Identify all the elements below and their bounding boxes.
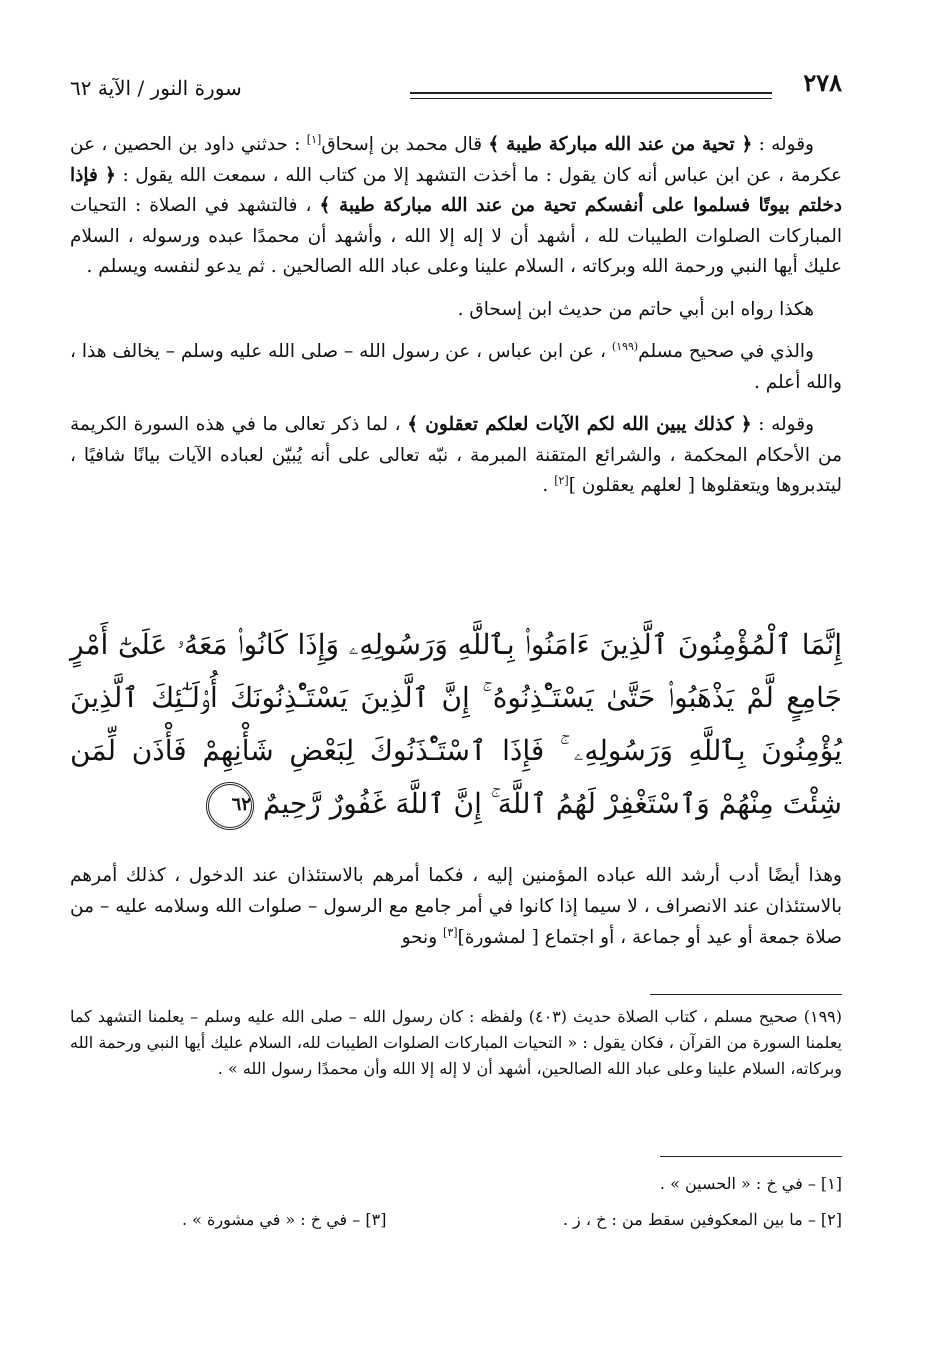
p1-quote: ﴿ تحية من عند الله مباركة طيبة ﴾: [488, 134, 753, 155]
commentary-text-a: وهذا أيضًا أدب أرشد الله عباده المؤمنين إليه ، فكما أمرهم بالاستئذان عند الدخول ، كذلك أمرهم بالاستئذان عند الانصراف ، لا سيما إذا كانوا في أمر جامع مع الرسول – صلوات الله وسلامه عليه – من صلاة جمعة أو عيد أو جماعة ، أو اجتماع [ لمشورة]: [70, 865, 842, 948]
p1-intro: وقوله :: [752, 134, 814, 155]
variant-note-2: [٢] – ما بين المعكوفين سقط من : خ ، ز .: [562, 1210, 842, 1229]
footnote: (١٩٩) صحيح مسلم ، كتاب الصلاة حديث (٤٠٣) ولفظه : كان رسول الله – صلى الله عليه وسلم – يعلمنا التشهد كما يعلمنا السورة من القرآن ، فكان يقول : « التحيات المباركات الصلوات الطيبات لله، السلام عليك أيها النبي ورحمة الله وبركاته، السلام علينا وعلى عباد الله الصالحين، أشهد أن لا إله إلا الله وأن محمدًا رسول الله » .: [70, 1007, 843, 1078]
p4-end: .: [542, 475, 555, 496]
page-number: ٢٧٨: [803, 68, 842, 97]
p4-quote: ﴿ كذلك يبين الله لكم الآيات لعلكم تعقلون ﴾: [407, 414, 752, 435]
paragraph-1: [70, 130, 842, 283]
p4-text-a: ، لما ذكر تعالى ما في هذه السورة الكريمة من الأحكام المحكمة ، والشرائع المتقنة المبرمة ، نبّه تعالى على أنه يُبيّن لعباده الآيات بيانًا شافيًا ، ليتدبروها ويتعقلوها [ لعلهم يعقلون ]: [70, 414, 842, 496]
running-title: سورة النور / الآية ٦٢: [70, 76, 242, 100]
variant-note-3: [٣] – في خ : « في مشورة » .: [182, 1210, 387, 1229]
p4-ref: [٢]: [554, 473, 569, 487]
quran-verse: [70, 618, 842, 830]
p1-text-c: ، فالتشهد في الصلاة : التحيات المباركات الصلوات الطيبات لله ، أشهد أن لا إله إلا الله ، وأشهد أن محمدًا عبده ورسوله ، السلام عليك أيها النبي ورحمة الله وبركاته ، السلام علينا وعلى عباد الله الصالحين . ثم يدعو لنفسه ويسلم .: [70, 195, 842, 277]
header-rule: [410, 92, 772, 94]
commentary-text: [70, 860, 842, 953]
page-header: [70, 68, 842, 108]
variants-rule: [660, 1156, 842, 1157]
p4-intro: وقوله :: [751, 414, 815, 435]
paragraph-2: هكذا رواه ابن أبي حاتم من حديث ابن إسحاق .: [457, 298, 814, 320]
p3-text-a: والذي في صحيح مسلم: [638, 341, 814, 362]
p3-ref: (١٩٩): [611, 339, 639, 353]
ayah-number-marker: ٦٢: [206, 782, 254, 830]
commentary-ref: [٣]: [443, 925, 458, 939]
paragraph-3: [70, 337, 842, 398]
p1-quote-2: ﴿ فإذا دخلتم بيوتًا فسلموا على أنفسكم تحية من عند الله مباركة طيبة ﴾: [70, 164, 842, 216]
header-rule-thin: [410, 98, 772, 99]
variant-note-1: [١] – في خ : « الحسين » .: [659, 1174, 842, 1193]
p3-text-b: ، عن ابن عباس ، عن رسول الله – صلى الله عليه وسلم – يخالف هذا ، والله أعلم .: [70, 341, 842, 393]
p1-text-a: قال محمد بن إسحاق: [321, 134, 489, 155]
commentary-text-b: ونحو: [401, 927, 444, 948]
main-text: [70, 130, 842, 514]
paragraph-4: [70, 410, 842, 502]
footnote-rule: [650, 994, 842, 995]
p1-text-b: : حدثني داود بن الحصين ، عن عكرمة ، عن ابن عباس أنه كان يقول : ما أخذت التشهد إلا من كتاب الله ، سمعت الله يقول :: [70, 134, 842, 186]
p1-ref: [١]: [306, 132, 322, 146]
verse-text: إِنَّمَا ٱلْمُؤْمِنُونَ ٱلَّذِينَ ءَامَنُوا۟ بِٱللَّهِ وَرَسُولِهِۦ وَإِذَا كَانُوا۟ مَعَهُۥ عَلَىٰٓ أَمْرٍ جَامِعٍ لَّمْ يَذْهَبُوا۟ حَتَّىٰ يَسْتَـْٔذِنُوهُ ۚ إِنَّ ٱلَّذِينَ يَسْتَـْٔذِنُونَكَ أُو۟لَـٰٓئِكَ ٱلَّذِينَ يُؤْمِنُونَ بِٱللَّهِ وَرَسُولِهِۦ ۚ فَإِذَا ٱسْتَـْٔذَنُوكَ لِبَعْضِ شَأْنِهِمْ فَأْذَن لِّمَن شِئْتَ مِنْهُمْ وَٱسْتَغْفِرْ لَهُمُ ٱللَّهَ ۚ إِنَّ ٱللَّهَ غَفُورٌ رَّحِيمٌ: [70, 628, 842, 820]
